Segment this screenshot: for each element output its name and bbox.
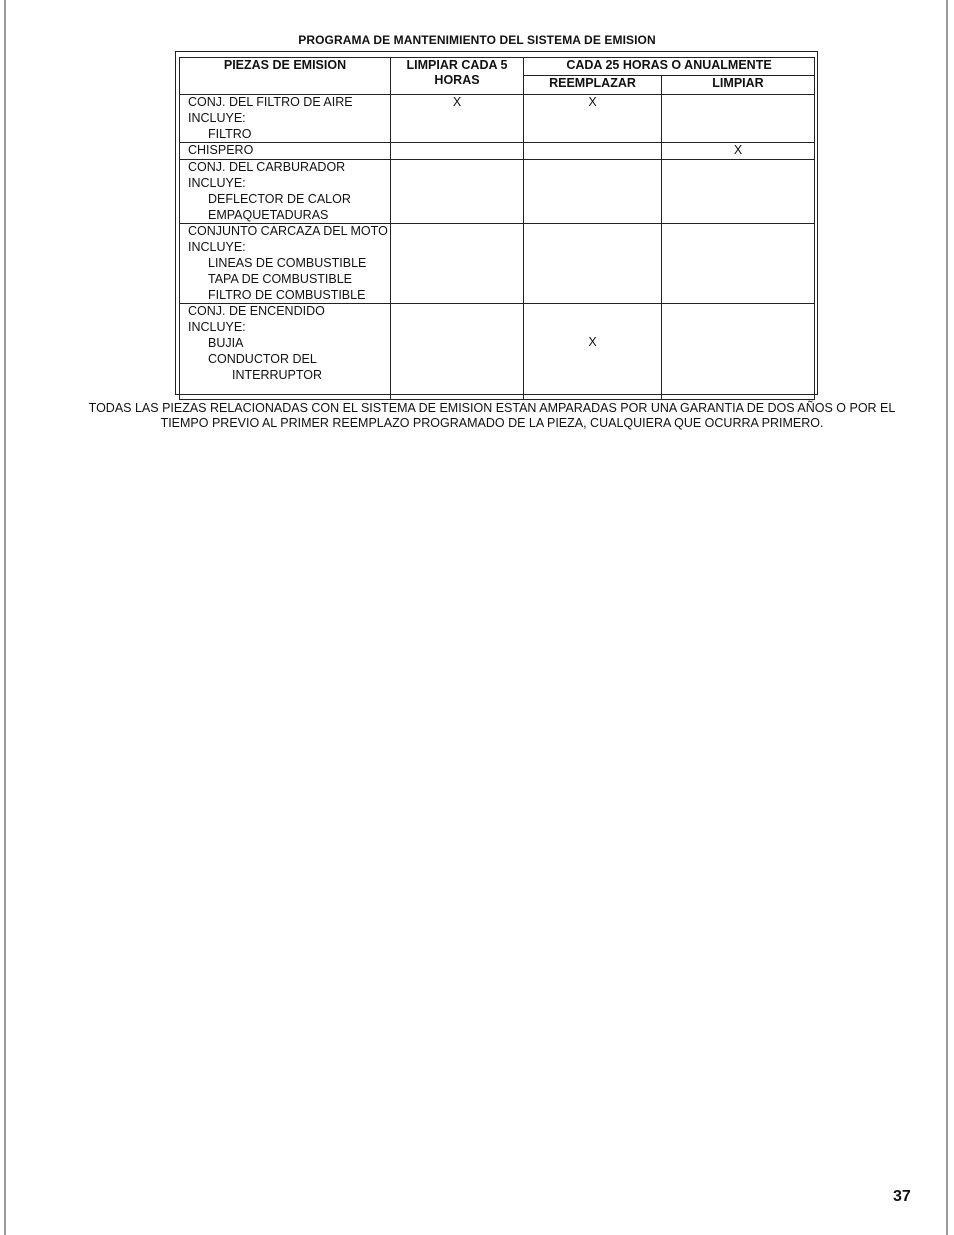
part-cell	[180, 224, 391, 304]
part-includes-label: INCLUYE:	[188, 320, 246, 335]
header-replace: REEMPLAZAR	[524, 75, 662, 94]
part-subitem: EMPAQUETADURAS	[208, 207, 329, 222]
mark-replace: X	[524, 95, 662, 143]
mark-replace	[524, 224, 662, 304]
part-name: CONJ. DEL FILTRO DE AIRE	[188, 95, 353, 109]
part-includes-label: INCLUYE:	[188, 175, 246, 190]
header-clean: LIMPIAR	[662, 75, 815, 94]
mark-clean	[662, 95, 815, 143]
mark-replace: X	[524, 304, 662, 400]
header-parts: PIEZAS DE EMISION	[180, 58, 391, 95]
table-row	[180, 160, 815, 224]
mark-clean-5h	[391, 224, 524, 304]
mark-clean	[662, 304, 815, 400]
page-title: PROGRAMA DE MANTENIMIENTO DEL SISTEMA DE EMISION	[298, 33, 656, 47]
part-name: CONJ. DE ENCENDIDO	[188, 304, 325, 319]
part-subitem: LINEAS DE COMBUSTIBLE	[208, 255, 367, 270]
page-number: 37	[893, 1188, 911, 1205]
part-subitem: DEFLECTOR DE CALOR	[208, 191, 351, 206]
part-includes-label: INCLUYE:	[188, 110, 246, 125]
part-includes-label: INCLUYE:	[188, 240, 246, 255]
mark-clean-5h	[391, 160, 524, 224]
header-every-25h: CADA 25 HORAS O ANUALMENTE	[524, 58, 815, 76]
page-edge-left	[4, 0, 6, 1235]
mark-clean-5h	[391, 143, 524, 160]
page-edge-right	[946, 0, 948, 1235]
part-subitem: FILTRO DE COMBUSTIBLE	[208, 287, 366, 302]
warranty-note	[60, 401, 924, 430]
mark-replace	[524, 143, 662, 160]
part-cell	[180, 160, 391, 224]
mark-clean	[662, 224, 815, 304]
header-clean-5h-line2: HORAS	[434, 73, 480, 87]
part-name: CONJUNTO CARCAZA DEL MOTO	[188, 224, 388, 239]
part-subitem: INTERRUPTOR	[232, 367, 323, 382]
part-name: CHISPERO	[188, 143, 254, 158]
part-cell	[180, 95, 391, 143]
part-subitem: CONDUCTOR DEL	[208, 351, 317, 366]
part-subitem: TAPA DE COMBUSTIBLE	[208, 271, 353, 286]
warranty-note-line1: TODAS LAS PIEZAS RELACIONADAS CON EL SISTEMA DE EMISION ESTAN AMPARADAS POR UNA GARANTIA DE DOS AÑOS O POR EL	[88, 401, 896, 415]
table-row	[180, 224, 815, 304]
table-row	[180, 143, 815, 160]
header-clean-5h	[391, 58, 524, 95]
part-subitem: FILTRO	[208, 126, 252, 141]
table-row	[180, 95, 815, 143]
part-subitem: BUJIA	[208, 335, 244, 350]
mark-clean-5h: X	[391, 95, 524, 143]
emission-maintenance-table	[179, 57, 815, 400]
mark-clean	[662, 160, 815, 224]
mark-replace	[524, 160, 662, 224]
header-clean-5h-line1: LIMPIAR CADA 5	[406, 58, 508, 72]
part-cell	[180, 304, 391, 400]
table-row	[180, 304, 815, 400]
part-name: CONJ. DEL CARBURADOR	[188, 160, 346, 175]
mark-clean-5h	[391, 304, 524, 400]
part-cell	[180, 143, 391, 160]
mark-clean: X	[662, 143, 815, 160]
warranty-note-line2: TIEMPO PREVIO AL PRIMER REEMPLAZO PROGRAMADO DE LA PIEZA, CUALQUIERA QUE OCURRA PRIMERO.	[160, 415, 824, 430]
